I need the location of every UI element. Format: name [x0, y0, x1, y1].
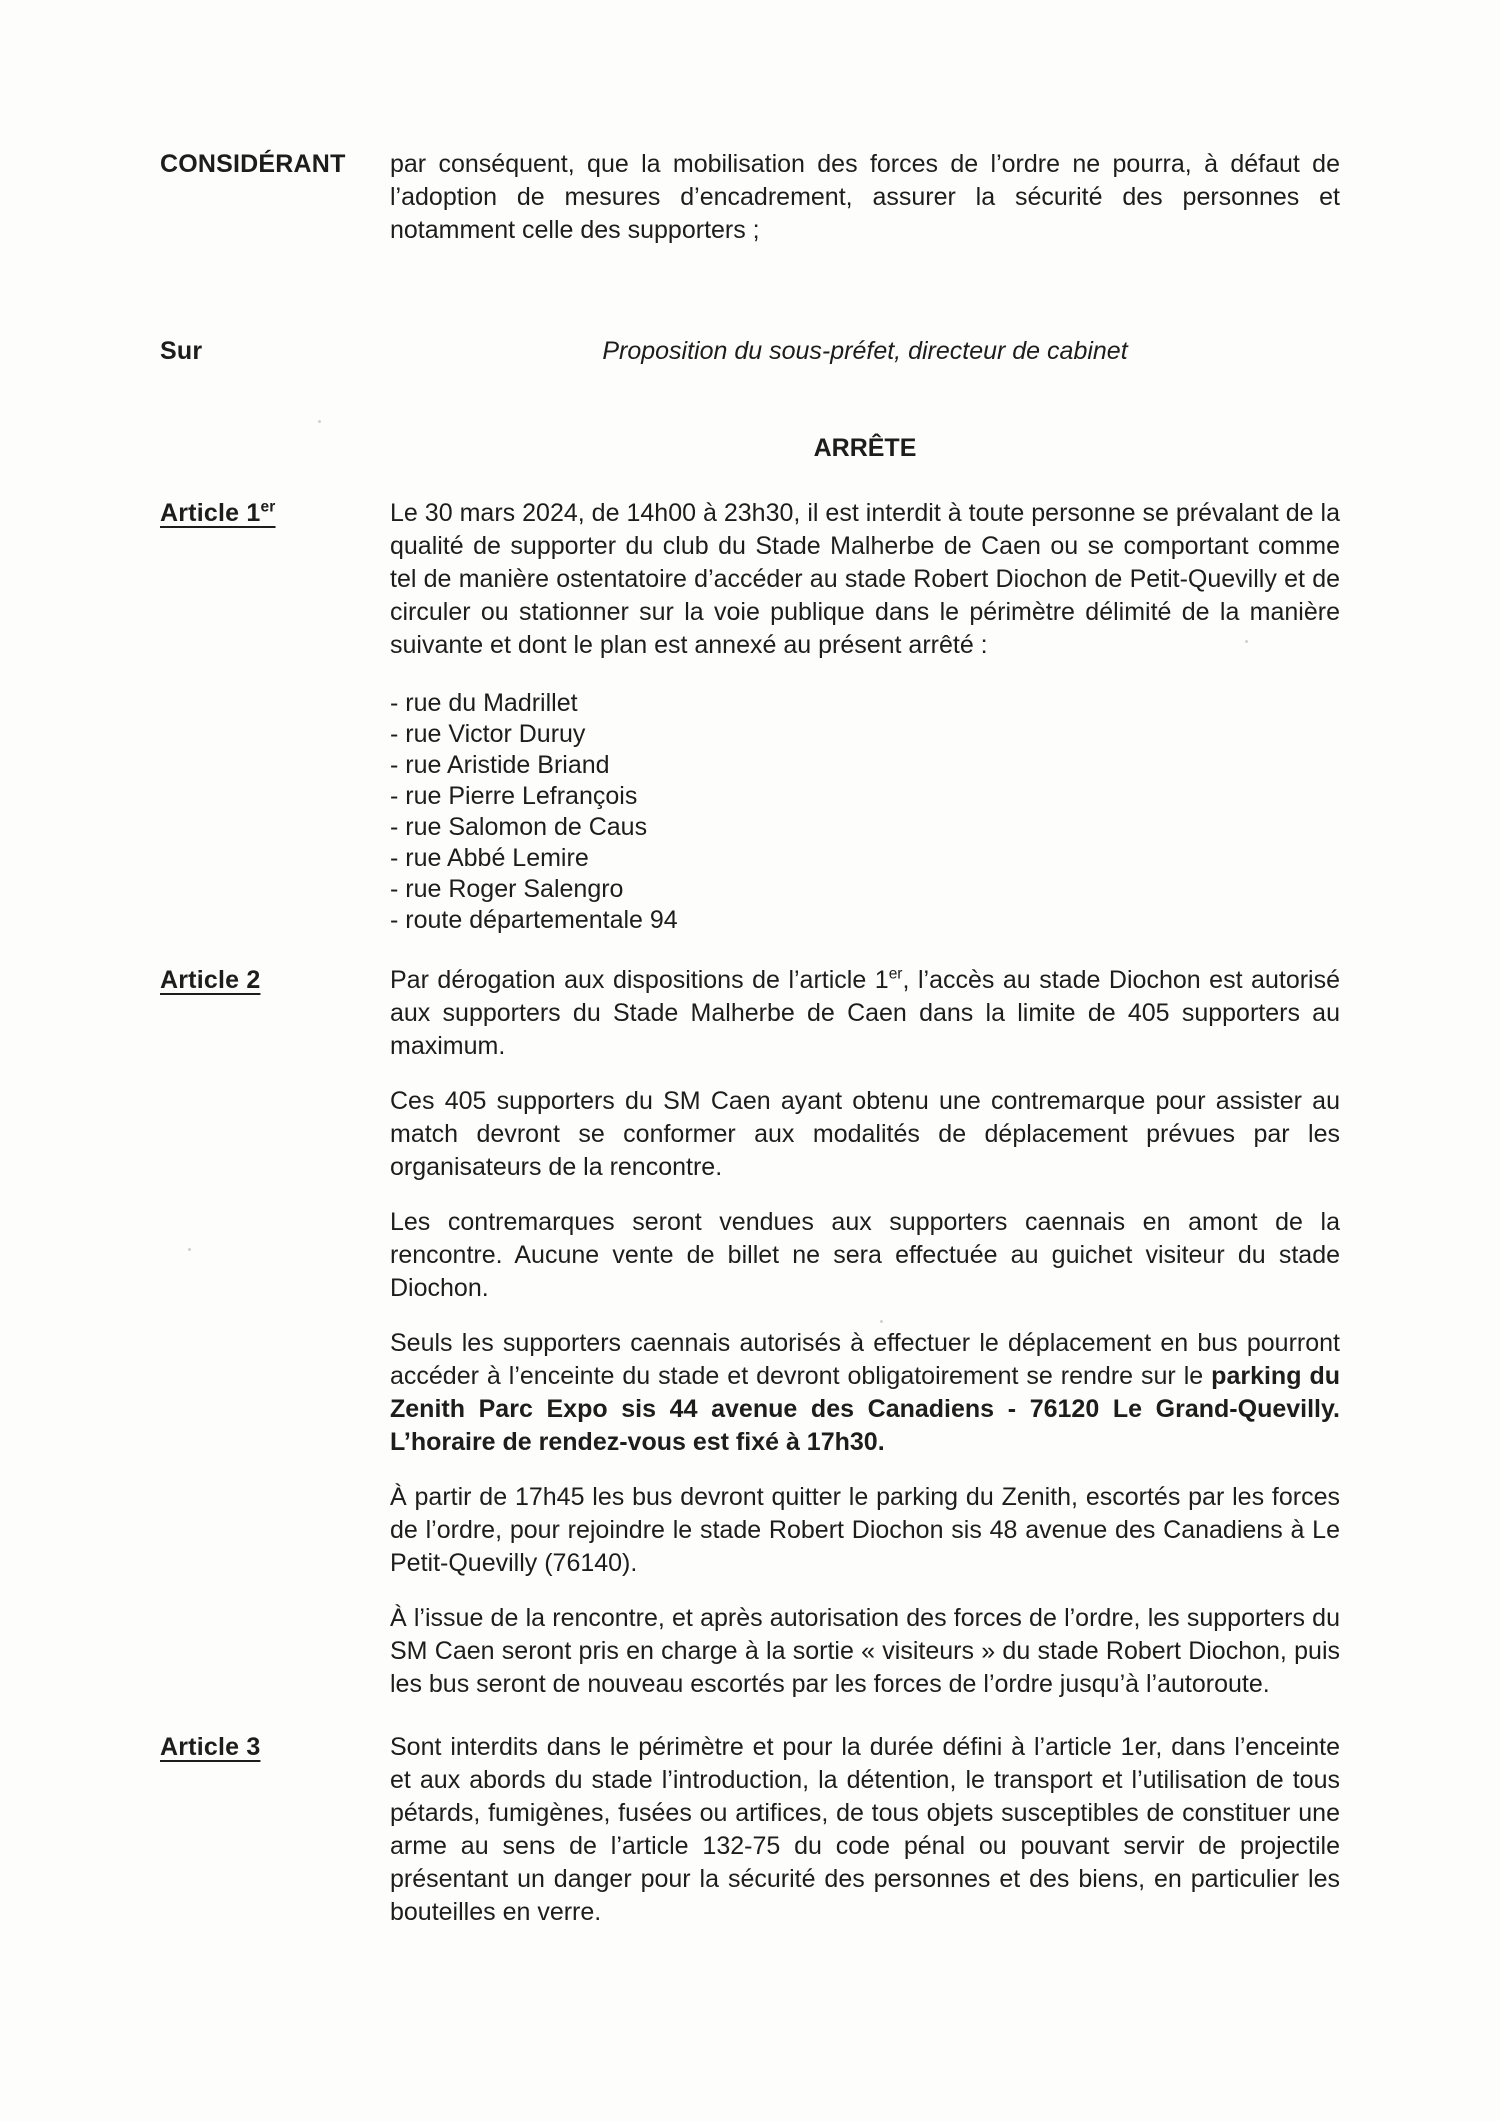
- street-item: - rue du Madrillet: [390, 689, 578, 717]
- street-item: - rue Abbé Lemire: [390, 844, 589, 872]
- arrete-heading-row: [160, 432, 1340, 465]
- article-1-intro: Le 30 mars 2024, de 14h00 à 23h30, il est interdit à toute personne se prévalant de la qualité de supporter du club du Stade Malherbe de Caen ou se comportant comme tel de manière ostentatoire d’accéder au stade Robert Diochon de Petit-Quevilly et de circuler ou stationner sur la voie publique dans le périmètre délimité de la manière suivante et dont le plan est annexé au présent arrêté :: [390, 499, 1340, 659]
- sur-block: [160, 335, 1340, 368]
- article-1-block: [160, 497, 1340, 936]
- article-2-paragraph-4: [390, 1327, 1340, 1459]
- scan-speck: [318, 420, 321, 423]
- article-2-body: [390, 964, 1340, 1701]
- considerant-label: CONSIDÉRANT: [160, 150, 346, 178]
- article-2-p4-bold: parking du Zenith Parc Expo sis 44 avenue des Canadiens - 76120 Le Grand-Quevilly. L’horaire de rendez-vous est fixé à 17h30.: [390, 1362, 1340, 1456]
- arrete-heading: ARRÊTE: [813, 434, 917, 462]
- article-2-p1-post: , l’accès au stade Diochon est autorisé aux supporters du Stade Malherbe de Caen dans la limite de 405 supporters au maximum.: [390, 966, 1340, 1060]
- article-2-paragraph-6: À l’issue de la rencontre, et après autorisation des forces de l’ordre, les supporters du SM Caen seront pris en charge à la sortie « visiteurs » du stade Robert Diochon, puis les bus seront de nouveau escortés par les forces de l’ordre jusqu’à l’autoroute.: [390, 1604, 1340, 1698]
- article-2-p1-superscript: er: [888, 965, 903, 983]
- article-3-label: [160, 1731, 390, 1764]
- scan-speck: [188, 1248, 191, 1251]
- article-2-paragraph-5: À partir de 17h45 les bus devront quitter le parking du Zenith, escortés par les forces de l’ordre, pour rejoindre le stade Robert Diochon sis 48 avenue des Canadiens à Le Petit-Quevilly (76140).: [390, 1483, 1340, 1577]
- street-item: - rue Victor Duruy: [390, 720, 586, 748]
- article-2-label: [160, 964, 390, 997]
- street-item: - rue Salomon de Caus: [390, 813, 648, 841]
- street-item: - route départementale 94: [390, 906, 678, 934]
- article-2-paragraph-3: Les contremarques seront vendues aux supporters caennais en amont de la rencontre. Aucune vente de billet ne sera effectuée au guichet visiteur du stade Diochon.: [390, 1208, 1340, 1302]
- article-3-label-text: Article 3: [160, 1733, 261, 1761]
- article-1-label: [160, 497, 390, 530]
- article-3-body: [390, 1731, 1340, 1929]
- article-2-label-text: Article 2: [160, 966, 261, 994]
- scan-speck: [880, 1320, 883, 1323]
- sur-label: Sur: [160, 337, 203, 365]
- considerant-text: par conséquent, que la mobilisation des forces de l’ordre ne pourra, à défaut de l’adoption de mesures d’encadrement, assurer la sécurité des personnes et notamment celle des supporters ;: [390, 150, 1340, 244]
- scan-speck: [1245, 640, 1248, 643]
- article-1-label-text: Article 1: [160, 499, 261, 527]
- street-item: - rue Aristide Briand: [390, 751, 610, 779]
- article-3-paragraph-1: Sont interdits dans le périmètre et pour la durée défini à l’article 1er, dans l’enceinte et aux abords du stade l’introduction, la détention, le transport et l’utilisation de tous pétards, fumigènes, fusées ou artifices, de tous objets susceptibles de constituer une arme au sens de l’article 132-75 du code pénal ou pouvant servir de projectile présentant un danger pour la sécurité des personnes et des biens, en particulier les bouteilles en verre.: [390, 1733, 1340, 1926]
- street-list: [390, 688, 1340, 936]
- article-2-p1-pre: Par dérogation aux dispositions de l’article 1: [390, 966, 889, 994]
- article-2-block: [160, 964, 1340, 1701]
- article-1-label-superscript: er: [260, 498, 276, 516]
- article-1-body: [390, 497, 1340, 936]
- street-item: - rue Roger Salengro: [390, 875, 624, 903]
- article-3-block: [160, 1731, 1340, 1929]
- article-2-paragraph-1: [390, 964, 1340, 1063]
- street-item: - rue Pierre Lefrançois: [390, 782, 638, 810]
- article-2-p4-normal: Seuls les supporters caennais autorisés à effectuer le déplacement en bus pourront accéder à l’enceinte du stade et devront obligatoirement se rendre sur le: [390, 1329, 1340, 1390]
- sur-text: Proposition du sous-préfet, directeur de cabinet: [602, 337, 1128, 365]
- considerant-block: [160, 148, 1340, 247]
- article-2-paragraph-2: Ces 405 supporters du SM Caen ayant obtenu une contremarque pour assister au match devront se conformer aux modalités de déplacement prévues par les organisateurs de la rencontre.: [390, 1087, 1340, 1181]
